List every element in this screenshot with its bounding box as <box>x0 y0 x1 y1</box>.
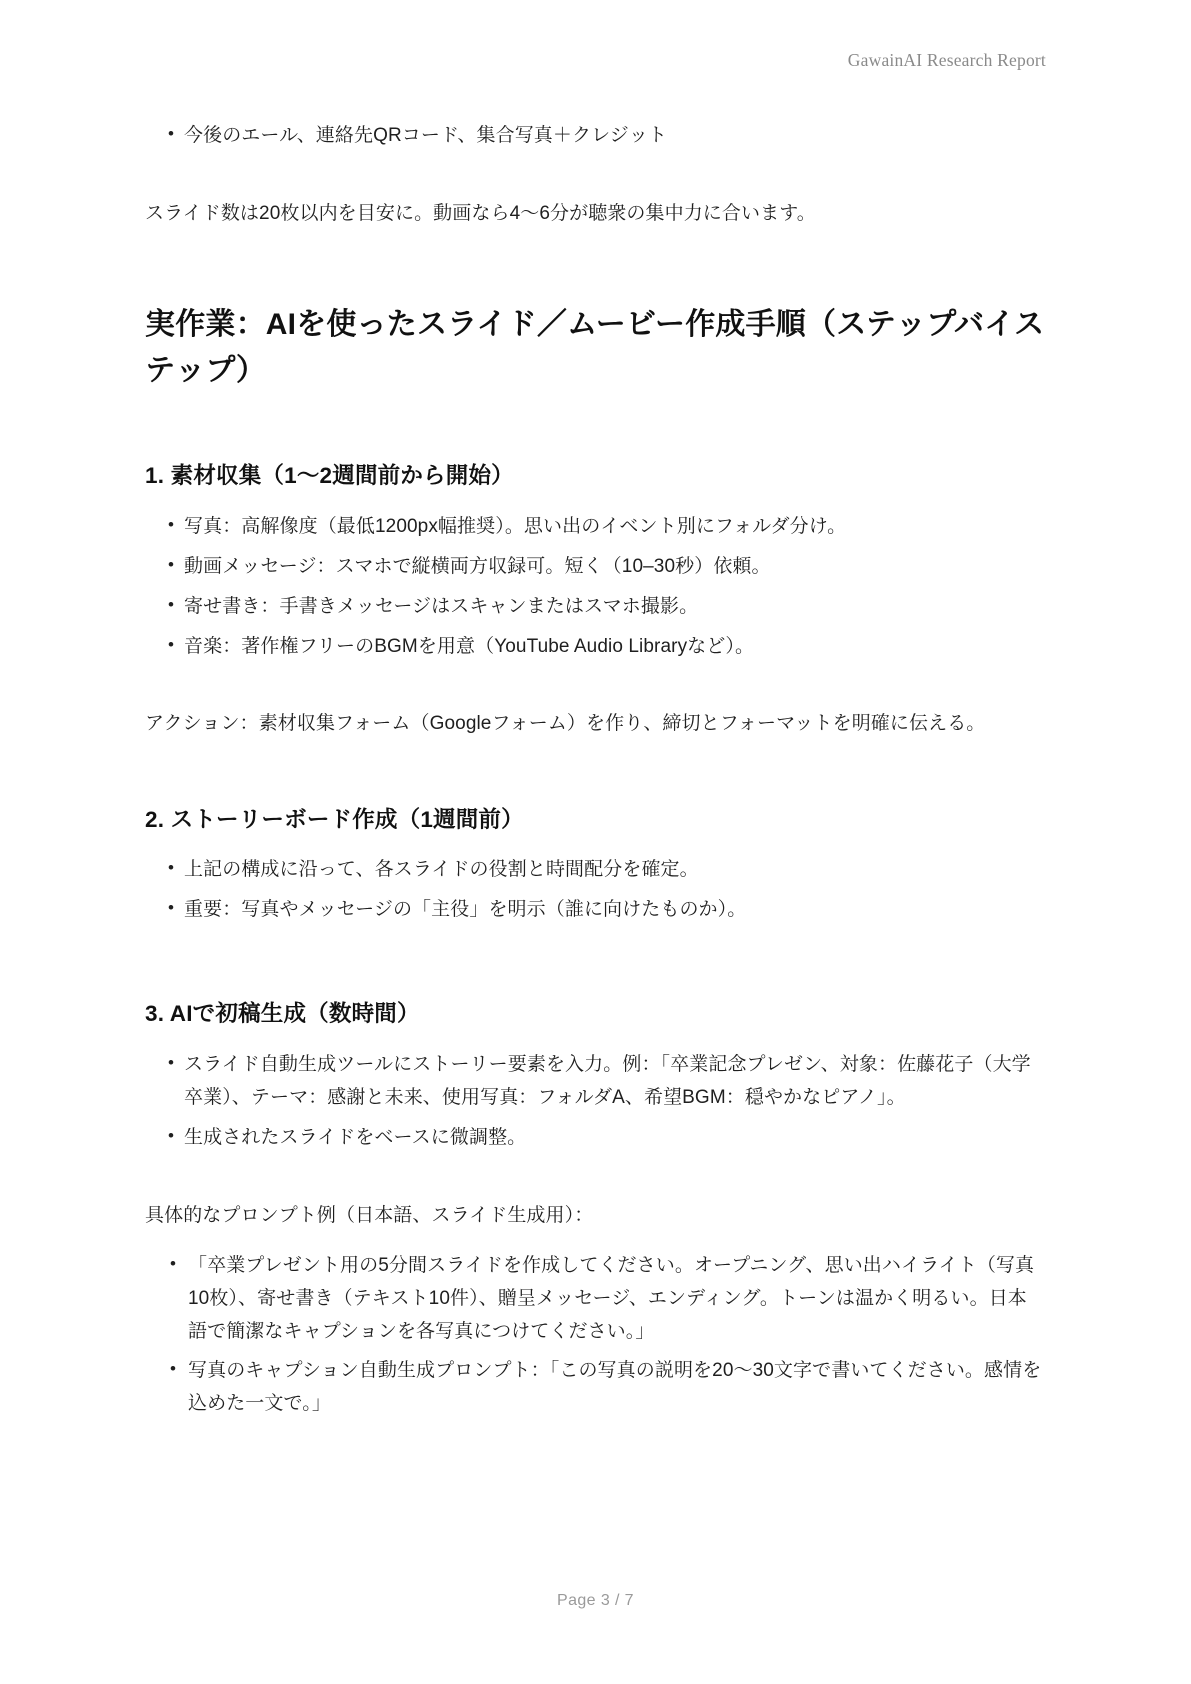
section-heading-2: 2. ストーリーボード作成（1週間前） <box>145 806 524 832</box>
page-title: 実作業：AIを使ったスライド／ムービー作成手順（ステップバイステップ） <box>145 308 1045 387</box>
section-heading-1: 1. 素材収集（1〜2週間前から開始） <box>145 463 514 489</box>
page-content <box>145 120 1045 1421</box>
list-item: • 音楽：著作権フリーのBGMを用意（YouTube Audio Libraryなど）。 <box>160 631 1045 664</box>
spacer <box>145 230 1045 302</box>
spacer <box>145 741 1045 803</box>
spacer <box>145 493 1045 511</box>
prompt-bullet-list <box>160 1250 1045 1421</box>
list-item: • 寄せ書き：手書きメッセージはスキャンまたはスマホ撮影。 <box>160 591 1045 624</box>
list-item: • 生成されたスライドをベースに微調整。 <box>160 1122 1045 1155</box>
section-heading-3: 3. AIで初稿生成（数時間） <box>145 1001 420 1027</box>
list-item: • 写真のキャプション自動生成プロンプト：「この写真の説明を20〜30文字で書いてください。感情を込めた一文で。」 <box>160 1355 1045 1421</box>
section-2-bullet-list <box>160 854 1045 927</box>
list-item: • 今後のエール、連絡先QRコード、集合写真＋クレジット <box>160 120 1045 153</box>
section-1-action-paragraph: アクション：素材収集フォーム（Googleフォーム）を作り、締切とフォーマットを明確に伝える。 <box>145 713 986 735</box>
spacer <box>145 663 1045 707</box>
top-bullet-list <box>160 120 1045 153</box>
intro-paragraph: スライド数は20枚以内を目安に。動画なら4〜6分が聴衆の集中力に合います。 <box>145 202 816 224</box>
prompt-intro-paragraph: 具体的なプロンプト例（日本語、スライド生成用）： <box>145 1204 594 1226</box>
spacer <box>145 1232 1045 1250</box>
list-item: • 重要：写真やメッセージの「主役」を明示（誰に向けたものか）。 <box>160 894 1045 927</box>
list-item: • 写真：高解像度（最低1200px幅推奨）。思い出のイベント別にフォルダ分け。 <box>160 511 1045 544</box>
list-item: • 上記の構成に沿って、各スライドの役割と時間配分を確定。 <box>160 854 1045 887</box>
page-footer: Page 3 / 7 <box>557 1592 634 1609</box>
list-item: • スライド自動生成ツールにストーリー要素を入力。例：「卒業記念プレゼン、対象：佐藤花子（大学卒業）、テーマ：感謝と未来、使用写真：フォルダA、希望BGM：穏やかなピアノ」。 <box>160 1049 1045 1115</box>
running-header: GawainAI Research Report <box>847 50 1046 70</box>
spacer <box>145 836 1045 854</box>
section-3-bullet-list <box>160 1049 1045 1155</box>
section-1-bullet-list <box>160 511 1045 663</box>
spacer <box>145 153 1045 197</box>
spacer <box>145 927 1045 997</box>
list-item: • 「卒業プレゼント用の5分間スライドを作成してください。オープニング、思い出ハイライト（写真10枚）、寄せ書き（テキスト10件）、贈呈メッセージ、エンディング。トーンは温かく明るい。日本語で簡潔なキャプションを各写真につけてください。」 <box>160 1250 1045 1349</box>
spacer <box>145 1031 1045 1049</box>
list-item: • 動画メッセージ：スマホで縦横両方収録可。短く（10–30秒）依頼。 <box>160 551 1045 584</box>
spacer <box>145 393 1045 459</box>
spacer <box>145 1155 1045 1199</box>
